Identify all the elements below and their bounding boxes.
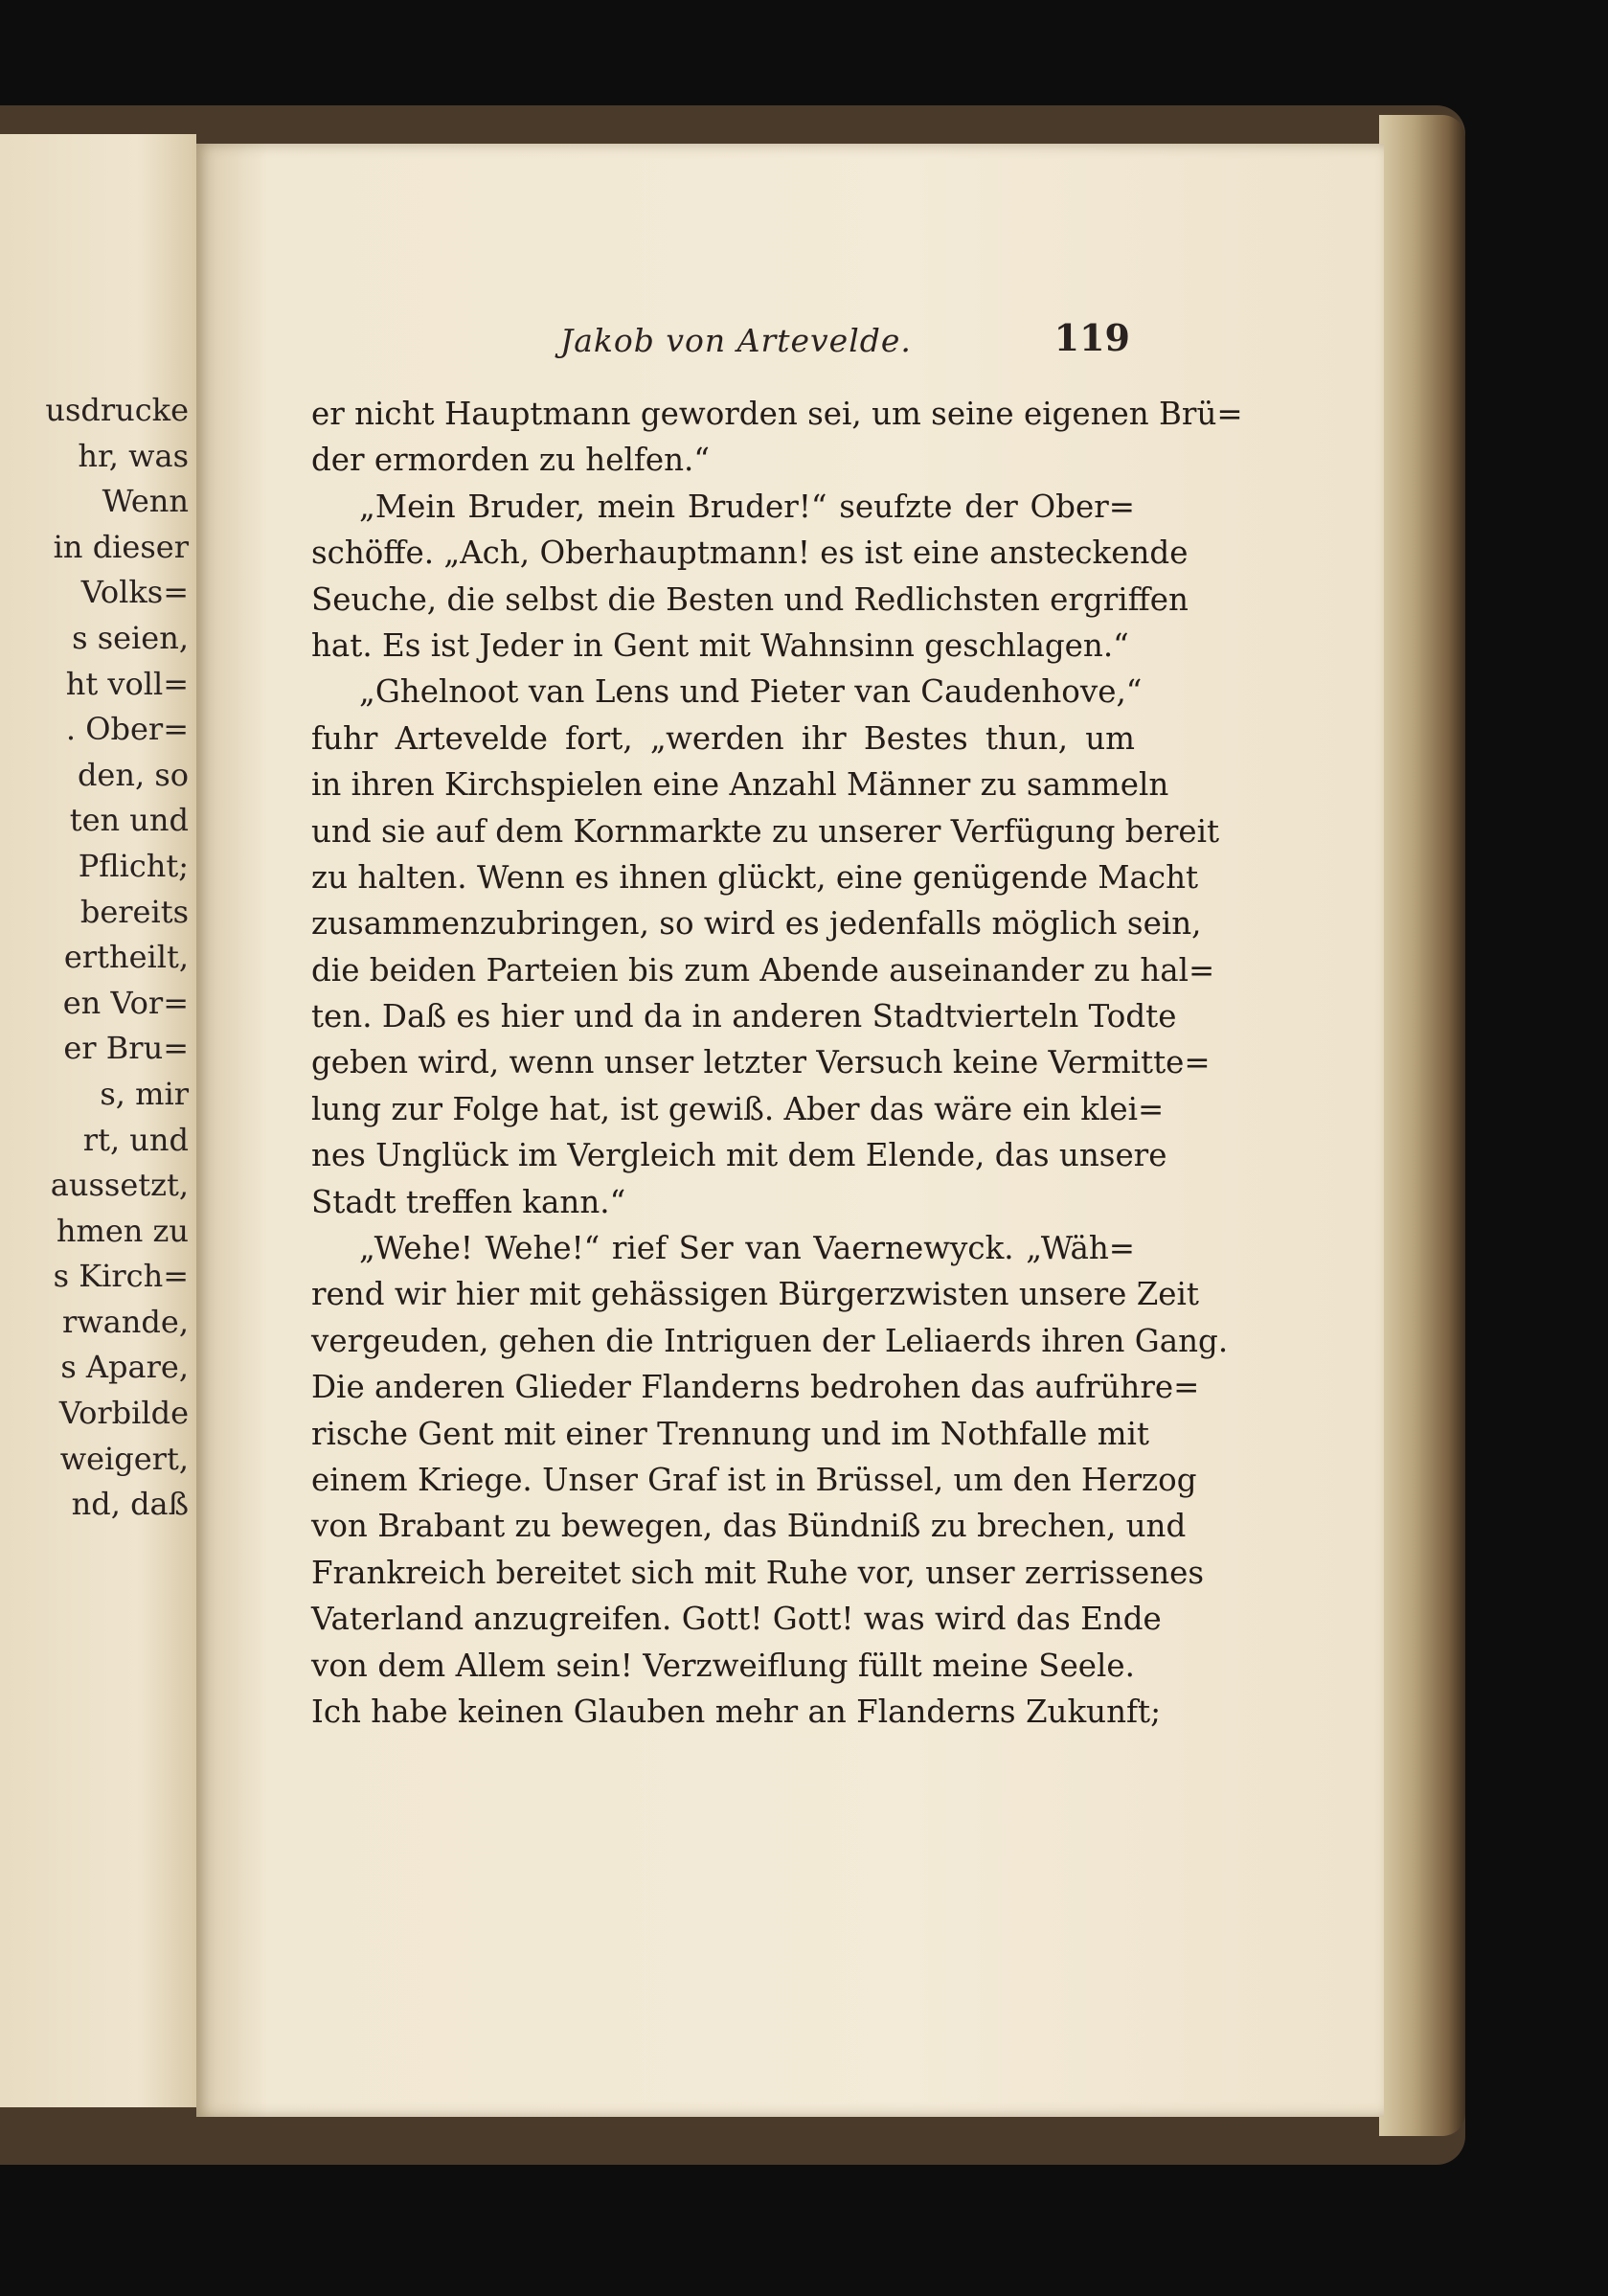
- left-page-line: ten und: [69, 802, 189, 839]
- text-line: und sie auf dem Kornmarkte zu unserer Verfügung bereit: [311, 812, 1220, 850]
- text-line: Stadt treffen kann.“: [311, 1183, 626, 1220]
- left-page-text: [0, 388, 189, 1528]
- text-line: geben wird, wenn unser letzter Versuch keine Vermitte=: [311, 1044, 1211, 1081]
- text-line: zusammenzubringen, so wird es jedenfalls möglich sein,: [311, 905, 1202, 943]
- text-line: Ich habe keinen Glauben mehr an Flanderns Zukunft;: [311, 1693, 1162, 1730]
- left-page-line: bereits: [79, 893, 189, 930]
- text-line: „Wehe! Wehe!“ rief Ser van Vaernewyck. „Wäh=: [359, 1230, 1135, 1267]
- left-page: [0, 134, 196, 2107]
- text-line: in ihren Kirchspielen eine Anzahl Männer zu sammeln: [311, 766, 1169, 804]
- left-page-line: Pflicht;: [78, 847, 189, 884]
- text-line: rische Gent mit einer Trennung und im Nothfalle mit: [311, 1415, 1149, 1452]
- left-page-line: aussetzt,: [50, 1167, 189, 1204]
- text-line: vergeuden, gehen die Intriguen der Leliaerds ihren Gang.: [311, 1322, 1229, 1359]
- running-title: Jakob von Artevelde.: [560, 322, 912, 359]
- left-page-line: s, mir: [100, 1075, 189, 1112]
- left-page-line: rwande,: [62, 1303, 189, 1340]
- left-page-line: Volks=: [80, 574, 189, 611]
- text-line: hat. Es ist Jeder in Gent mit Wahnsinn geschlagen.“: [311, 626, 1129, 664]
- text-line: einem Kriege. Unser Graf ist in Brüssel, um den Herzog: [311, 1461, 1197, 1498]
- left-page-line: ertheilt,: [63, 939, 189, 976]
- body-text: [311, 391, 1243, 1735]
- text-line: Die anderen Glieder Flanderns bedrohen das aufrühre=: [311, 1369, 1200, 1406]
- page-number: 119: [1053, 316, 1130, 359]
- left-page-line: hmen zu: [56, 1212, 189, 1249]
- text-line: der ermorden zu helfen.“: [311, 442, 710, 479]
- left-page-line: weigert,: [59, 1440, 189, 1477]
- left-page-line: in dieser: [53, 528, 189, 565]
- left-page-line: usdrucke: [45, 392, 189, 428]
- text-line: Seuche, die selbst die Besten und Redlichsten ergriffen: [311, 580, 1189, 618]
- text-line: von dem Allem sein! Verzweiflung füllt meine Seele.: [311, 1647, 1135, 1684]
- text-line: fuhr Artevelde fort, „werden ihr Bestes thun, um: [311, 719, 1135, 757]
- left-page-line: Vorbilde: [58, 1395, 189, 1432]
- left-page-line: hr, was: [78, 437, 189, 474]
- text-line: schöffe. „Ach, Oberhauptmann! es ist eine ansteckende: [311, 534, 1189, 572]
- page-edge: [1379, 115, 1465, 2136]
- left-page-line: en Vor=: [62, 984, 189, 1021]
- left-page-line: Wenn: [102, 483, 189, 520]
- text-line: „Ghelnoot van Lens und Pieter van Caudenhove,“: [359, 673, 1143, 711]
- left-page-line: den, so: [77, 756, 189, 793]
- text-line: lung zur Folge hat, ist gewiß. Aber das wäre ein klei=: [311, 1090, 1165, 1127]
- left-page-line: er Bru=: [63, 1030, 189, 1067]
- text-line: ten. Daß es hier und da in anderen Stadtvierteln Todte: [311, 998, 1177, 1035]
- left-page-line: ht voll=: [65, 665, 189, 702]
- text-line: er nicht Hauptmann geworden sei, um seine eigenen Brü=: [311, 396, 1243, 432]
- text-line: „Mein Bruder, mein Bruder!“ seufzte der Ober=: [359, 488, 1135, 525]
- left-page-line: s Kirch=: [53, 1258, 189, 1295]
- left-page-line: . Ober=: [65, 711, 189, 748]
- text-line: rend wir hier mit gehässigen Bürgerzwisten unsere Zeit: [311, 1276, 1199, 1313]
- left-page-line: rt, und: [82, 1121, 189, 1158]
- text-line: die beiden Parteien bis zum Abende auseinander zu hal=: [311, 951, 1215, 989]
- page-header: [311, 316, 1130, 364]
- text-line: nes Unglück im Vergleich mit dem Elende, das unsere: [311, 1137, 1167, 1174]
- left-page-line: nd, daß: [71, 1486, 189, 1523]
- text-line: Frankreich bereitet sich mit Ruhe vor, unser zerrissenes: [311, 1554, 1205, 1591]
- text-line: Vaterland anzugreifen. Gott! Gott! was wird das Ende: [311, 1601, 1162, 1638]
- left-page-line: s seien,: [72, 619, 189, 656]
- text-line: von Brabant zu bewegen, das Bündniß zu brechen, und: [311, 1508, 1187, 1545]
- text-line: zu halten. Wenn es ihnen glückt, eine genügende Macht: [311, 858, 1199, 896]
- left-page-line: s Apare,: [60, 1349, 189, 1386]
